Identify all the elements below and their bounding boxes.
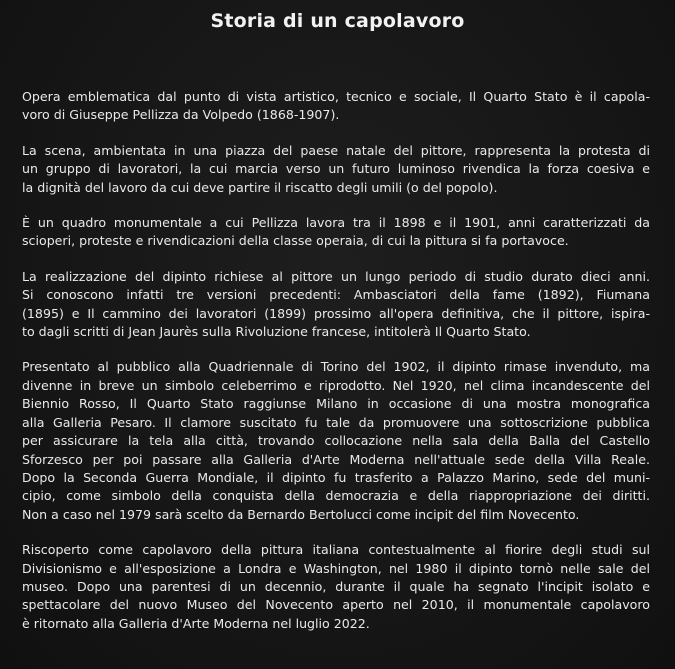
text-line: È un quadro monumentale a cui Pellizza lavora tra il 1898 e il 1901, anni caratterizzati da: [22, 215, 650, 231]
text-line: museo. Dopo una parentesi di un decennio, durante il quale ha segnato l'incipit isolato e: [22, 578, 650, 594]
panel-body: [22, 88, 650, 650]
panel-title: Storia di un capolavoro: [210, 10, 465, 32]
text-line: Si conoscono infatti tre versioni precedenti: Ambasciatori della fame (1892), Fiumana: [22, 287, 650, 303]
text-line: Non a caso nel 1979 sarà scelto da Bernardo Bertolucci come incipit del film Novecento.: [22, 506, 580, 522]
text-line: (1895) e Il cammino dei lavoratori (1899) prossimo all'opera definitiva, che il pittore, ispira-: [22, 305, 650, 321]
text-line: un gruppo di lavoratori, la cui marcia verso un futuro luminoso rivendica la forza coesiva e: [22, 161, 650, 177]
text-line: voro di Giuseppe Pellizza da Volpedo (1868-1907).: [22, 107, 340, 123]
text-line: Sforzesco per poi passare alla Galleria d'Arte Moderna nell'attuale sede della Villa Reale.: [22, 451, 650, 467]
text-line: La realizzazione del dipinto richiese al pittore un lungo periodo di studio durato dieci anni.: [22, 268, 650, 284]
text-line: Dopo la Seconda Guerra Mondiale, il dipinto fu trasferito a Palazzo Marino, sede del muni-: [22, 469, 650, 485]
text-line: per assicurare la tela alla città, trovando collocazione nella sala della Balla del Castello: [22, 433, 650, 449]
text-line: Biennio Rosso, Il Quarto Stato raggiunse Milano in occasione di una mostra monografica: [22, 396, 650, 412]
paragraph: [22, 214, 650, 251]
paragraph: [22, 88, 650, 125]
text-line: spettacolare del nuovo Museo del Novecento aperto nel 2010, il monumentale capolavoro: [22, 597, 650, 613]
text-line: è ritornato alla Galleria d'Arte Moderna nel luglio 2022.: [22, 615, 370, 631]
text-line: alla Galleria Pesaro. Il clamore suscitato fu tale da promuovere una sottoscrizione pubblica: [22, 414, 650, 430]
paragraph: [22, 541, 650, 633]
text-line: Opera emblematica dal punto di vista artistico, tecnico e sociale, Il Quarto Stato è il capola-: [22, 89, 650, 104]
paragraph: [22, 142, 650, 197]
text-line: la dignità del lavoro da cui deve partire il riscatto degli umili (o del popolo).: [22, 179, 498, 195]
text-line: Riscoperto come capolavoro della pittura italiana contestualmente al fiorire degli studi sul: [22, 542, 650, 558]
text-line: divenne in breve un simbolo celeberrimo e riprodotto. Nel 1920, nel clima incandescente del: [22, 377, 650, 393]
text-line: Presentato al pubblico alla Quadriennale di Torino del 1902, il dipinto rimase invenduto, ma: [22, 359, 650, 375]
text-line: La scena, ambientata in una piazza del paese natale del pittore, rappresenta la protesta di: [22, 142, 650, 158]
text-line: Divisionismo e all'esposizione a Londra e Washington, nel 1980 il dipinto tornò nelle sale del: [22, 560, 650, 576]
paragraph: [22, 358, 650, 524]
paragraph: [22, 268, 650, 342]
text-line: scioperi, proteste e rivendicazioni della classe operaia, di cui la pittura si fa portavoce.: [22, 233, 569, 249]
text-line: cipio, come simbolo della conquista della democrazia e della riappropriazione dei diritti.: [22, 488, 650, 504]
text-line: to dagli scritti di Jean Jaurès sulla Rivoluzione francese, intitolerà Il Quarto Stato.: [22, 324, 531, 340]
